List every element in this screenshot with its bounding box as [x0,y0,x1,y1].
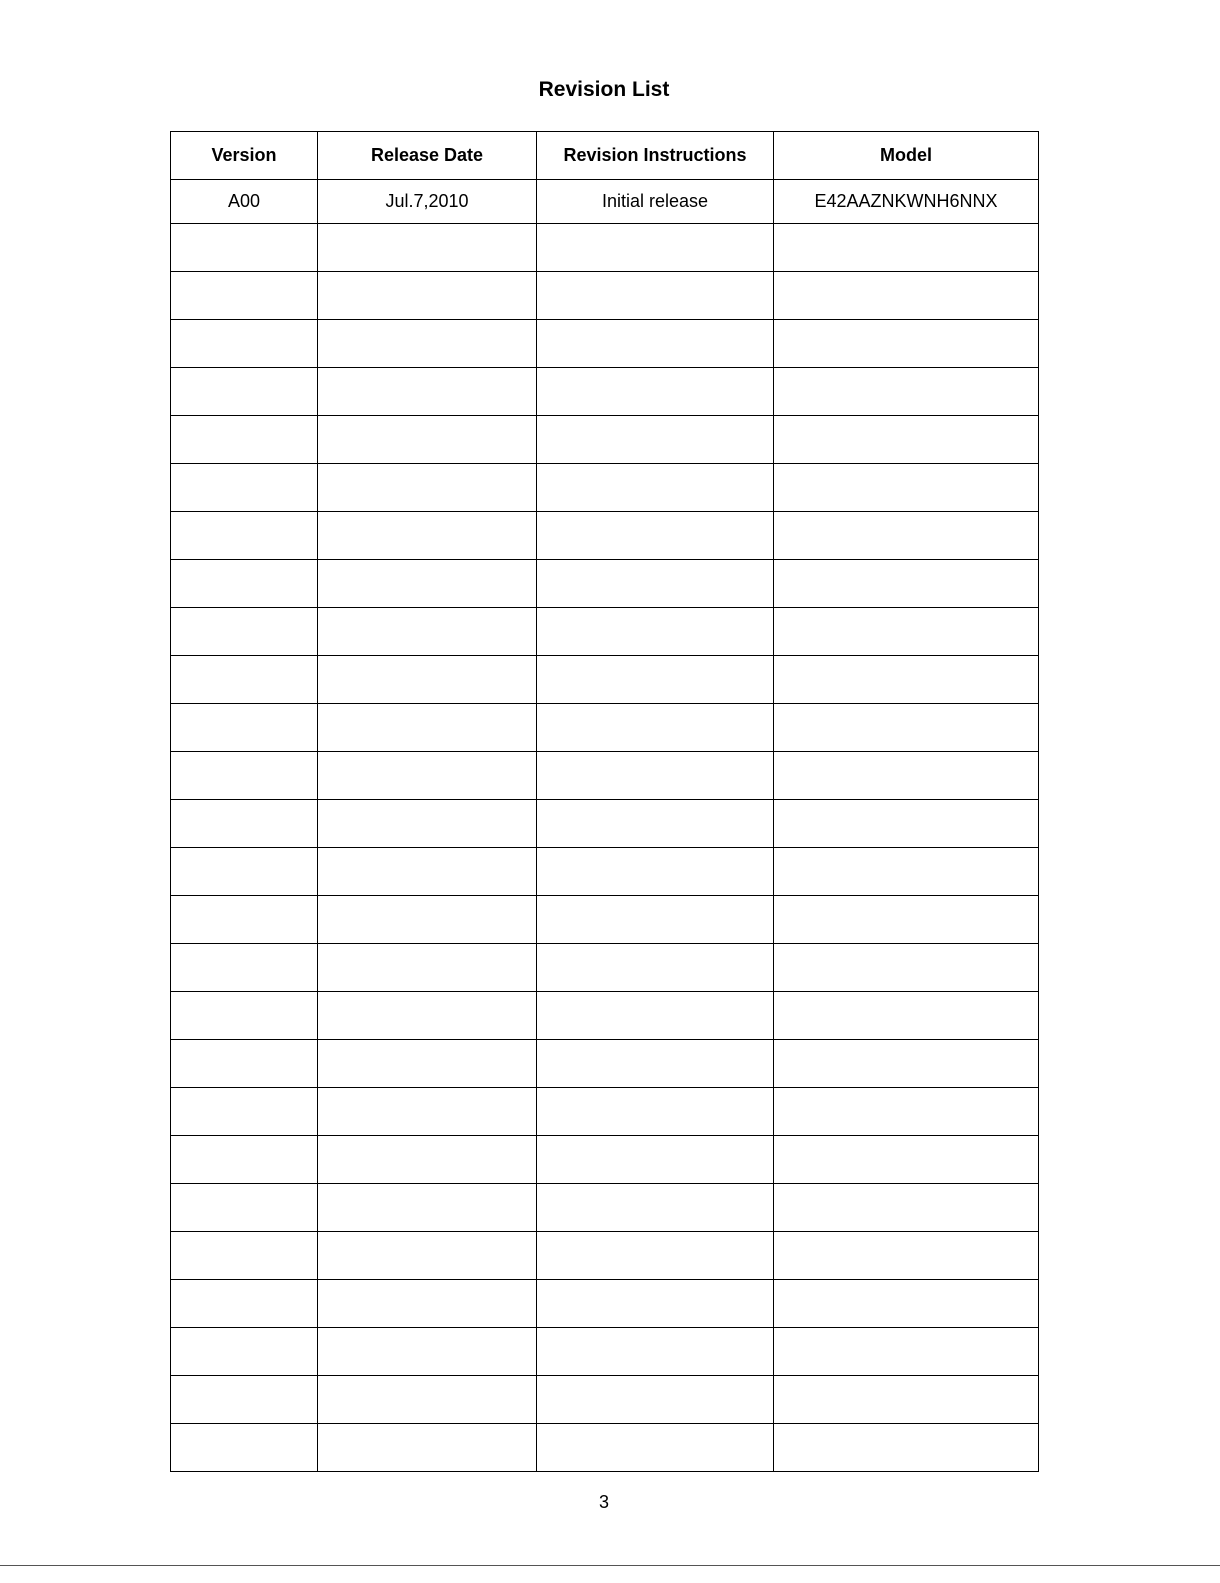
cell-revision-instructions [537,1376,774,1424]
cell-model [774,1136,1039,1184]
cell-release-date [318,368,537,416]
cell-release-date [318,1088,537,1136]
cell-revision-instructions: Initial release [537,180,774,224]
cell-model [774,464,1039,512]
cell-version [171,656,318,704]
cell-revision-instructions [537,656,774,704]
table-row [171,1376,1039,1424]
table-row [171,800,1039,848]
cell-revision-instructions [537,1136,774,1184]
cell-revision-instructions [537,1424,774,1472]
table-row [171,368,1039,416]
cell-version [171,320,318,368]
cell-revision-instructions [537,992,774,1040]
cell-revision-instructions [537,464,774,512]
cell-release-date [318,464,537,512]
cell-revision-instructions [537,800,774,848]
cell-model: E42AAZNKWNH6NNX [774,180,1039,224]
table-row [171,224,1039,272]
header-version: Version [171,132,318,180]
cell-version [171,704,318,752]
table-row [171,1184,1039,1232]
cell-model [774,1424,1039,1472]
page-number: 3 [598,1492,609,1512]
cell-release-date [318,512,537,560]
table-row [171,704,1039,752]
cell-release-date [318,848,537,896]
cell-model [774,320,1039,368]
cell-version [171,1184,318,1232]
header-release-date: Release Date [318,132,537,180]
table-row [171,608,1039,656]
cell-revision-instructions [537,1088,774,1136]
cell-version [171,608,318,656]
cell-revision-instructions [537,1280,774,1328]
cell-version [171,992,318,1040]
table-row [171,1280,1039,1328]
cell-revision-instructions [537,272,774,320]
cell-revision-instructions [537,224,774,272]
table-row [171,272,1039,320]
table-row [171,1088,1039,1136]
header-revision-instructions: Revision Instructions [537,132,774,180]
cell-release-date: Jul.7,2010 [318,180,537,224]
cell-revision-instructions [537,560,774,608]
table-row [171,992,1039,1040]
cell-model [774,1184,1039,1232]
cell-model [774,656,1039,704]
cell-version [171,896,318,944]
cell-model [774,704,1039,752]
table-row [171,416,1039,464]
cell-release-date [318,1040,537,1088]
table-row [171,1424,1039,1472]
table-row [171,896,1039,944]
cell-release-date [318,1232,537,1280]
table-row [171,320,1039,368]
cell-model [774,1040,1039,1088]
table-row [171,464,1039,512]
cell-revision-instructions [537,1184,774,1232]
cell-model [774,1376,1039,1424]
cell-version [171,1088,318,1136]
cell-version [171,464,318,512]
cell-version [171,944,318,992]
cell-release-date [318,704,537,752]
cell-version [171,848,318,896]
cell-model [774,992,1039,1040]
table-row [171,1328,1039,1376]
table-row [171,512,1039,560]
cell-revision-instructions [537,896,774,944]
cell-release-date [318,800,537,848]
cell-release-date [318,608,537,656]
cell-release-date [318,1376,537,1424]
table-row [171,1136,1039,1184]
table-header-row [171,132,1039,180]
cell-model [774,848,1039,896]
cell-release-date [318,1328,537,1376]
header-model: Model [774,132,1039,180]
cell-model [774,1232,1039,1280]
table-row [171,1232,1039,1280]
cell-model [774,1280,1039,1328]
cell-model [774,752,1039,800]
table-row [171,752,1039,800]
cell-release-date [318,272,537,320]
table-row [171,1040,1039,1088]
cell-version [171,1280,318,1328]
cell-version [171,1328,318,1376]
cell-version [171,416,318,464]
cell-revision-instructions [537,320,774,368]
cell-release-date [318,992,537,1040]
cell-version [171,1040,318,1088]
cell-version [171,1136,318,1184]
cell-revision-instructions [537,848,774,896]
cell-version [171,1424,318,1472]
table-row [171,560,1039,608]
cell-model [774,368,1039,416]
cell-release-date [318,1184,537,1232]
revision-table [170,131,1039,1472]
cell-release-date [318,1424,537,1472]
cell-release-date [318,752,537,800]
cell-version [171,512,318,560]
page-title: Revision List [538,78,670,101]
table-row [171,180,1039,224]
cell-model [774,416,1039,464]
table-row [171,944,1039,992]
cell-version: A00 [171,180,318,224]
cell-release-date [318,224,537,272]
cell-version [171,752,318,800]
bottom-divider [0,1565,1220,1566]
cell-model [774,800,1039,848]
cell-release-date [318,416,537,464]
cell-model [774,896,1039,944]
cell-model [774,560,1039,608]
cell-model [774,1328,1039,1376]
cell-revision-instructions [537,416,774,464]
table-body [171,180,1039,1472]
cell-version [171,1232,318,1280]
cell-version [171,1376,318,1424]
cell-model [774,272,1039,320]
cell-revision-instructions [537,704,774,752]
cell-release-date [318,560,537,608]
cell-release-date [318,944,537,992]
cell-revision-instructions [537,608,774,656]
table-row [171,848,1039,896]
table-row [171,656,1039,704]
cell-version [171,560,318,608]
cell-release-date [318,320,537,368]
cell-revision-instructions [537,512,774,560]
cell-model [774,512,1039,560]
cell-release-date [318,656,537,704]
cell-revision-instructions [537,368,774,416]
cell-model [774,608,1039,656]
cell-model [774,224,1039,272]
cell-version [171,368,318,416]
cell-release-date [318,1280,537,1328]
cell-revision-instructions [537,1232,774,1280]
cell-model [774,1088,1039,1136]
cell-revision-instructions [537,944,774,992]
cell-version [171,800,318,848]
cell-version [171,272,318,320]
cell-release-date [318,1136,537,1184]
cell-revision-instructions [537,752,774,800]
cell-release-date [318,896,537,944]
cell-revision-instructions [537,1328,774,1376]
cell-version [171,224,318,272]
cell-model [774,944,1039,992]
cell-revision-instructions [537,1040,774,1088]
